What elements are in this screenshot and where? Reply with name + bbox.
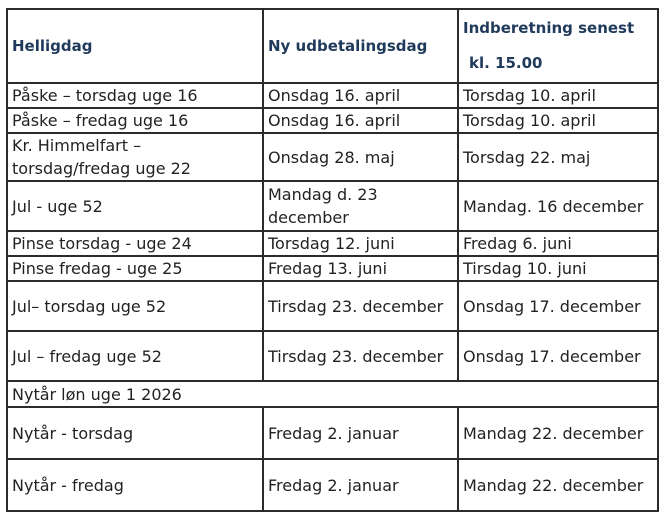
holiday-payment-table-container bbox=[6, 8, 659, 512]
cell-payday-line1: Mandag d. 23 bbox=[268, 185, 378, 204]
cell-payday: Onsdag 16. april bbox=[263, 83, 458, 108]
cell-holiday: Pinse torsdag - uge 24 bbox=[7, 231, 263, 256]
cell-deadline: Onsdag 17. december bbox=[458, 331, 658, 381]
cell-holiday-line1: Kr. Himmelfart – bbox=[12, 136, 142, 155]
cell-deadline: Mandag 22. december bbox=[458, 407, 658, 459]
cell-payday: Fredag 2. januar bbox=[263, 407, 458, 459]
table-row bbox=[7, 108, 658, 133]
cell-holiday-line2: torsdag/fredag uge 22 bbox=[12, 159, 191, 178]
cell-deadline: Onsdag 17. december bbox=[458, 281, 658, 331]
cell-deadline: Tirsdag 10. juni bbox=[458, 256, 658, 281]
cell-deadline: Mandag 22. december bbox=[458, 459, 658, 511]
table-row bbox=[7, 231, 658, 256]
cell-payday: Onsdag 16. april bbox=[263, 108, 458, 133]
cell-payday-line2: december bbox=[268, 208, 349, 227]
table-row bbox=[7, 459, 658, 511]
header-new-payday: Ny udbetalingsdag bbox=[263, 9, 458, 83]
cell-holiday: Påske – torsdag uge 16 bbox=[7, 83, 263, 108]
table-row bbox=[7, 407, 658, 459]
table-row bbox=[7, 133, 658, 181]
header-holiday: Helligdag bbox=[7, 9, 263, 83]
table-row bbox=[7, 181, 658, 231]
cell-holiday: Pinse fredag - uge 25 bbox=[7, 256, 263, 281]
table-header-row bbox=[7, 9, 658, 83]
header-deadline-line2: kl. 15.00 bbox=[469, 54, 543, 72]
cell-holiday: Jul - uge 52 bbox=[7, 181, 263, 231]
table-row bbox=[7, 331, 658, 381]
cell-payday: Tirsdag 23. december bbox=[263, 281, 458, 331]
cell-holiday bbox=[7, 133, 263, 181]
holiday-payment-table bbox=[6, 8, 659, 512]
cell-deadline: Fredag 6. juni bbox=[458, 231, 658, 256]
cell-payday: Fredag 13. juni bbox=[263, 256, 458, 281]
cell-payday: Fredag 2. januar bbox=[263, 459, 458, 511]
cell-payday: Tirsdag 23. december bbox=[263, 331, 458, 381]
cell-deadline: Torsdag 10. april bbox=[458, 83, 658, 108]
header-deadline-line1: Indberetning senest bbox=[463, 19, 635, 37]
cell-holiday: Nytår - torsdag bbox=[7, 407, 263, 459]
cell-payday: Onsdag 28. maj bbox=[263, 133, 458, 181]
cell-deadline: Torsdag 22. maj bbox=[458, 133, 658, 181]
section-new-year: Nytår løn uge 1 2026 bbox=[7, 381, 658, 407]
cell-holiday: Påske – fredag uge 16 bbox=[7, 108, 263, 133]
table-row bbox=[7, 83, 658, 108]
table-row bbox=[7, 256, 658, 281]
cell-payday: Torsdag 12. juni bbox=[263, 231, 458, 256]
cell-holiday: Nytår - fredag bbox=[7, 459, 263, 511]
table-row bbox=[7, 281, 658, 331]
cell-deadline: Mandag. 16 december bbox=[458, 181, 658, 231]
cell-deadline: Torsdag 10. april bbox=[458, 108, 658, 133]
cell-holiday: Jul– torsdag uge 52 bbox=[7, 281, 263, 331]
cell-payday bbox=[263, 181, 458, 231]
header-deadline bbox=[458, 9, 658, 83]
table-section-row bbox=[7, 381, 658, 407]
cell-holiday: Jul – fredag uge 52 bbox=[7, 331, 263, 381]
